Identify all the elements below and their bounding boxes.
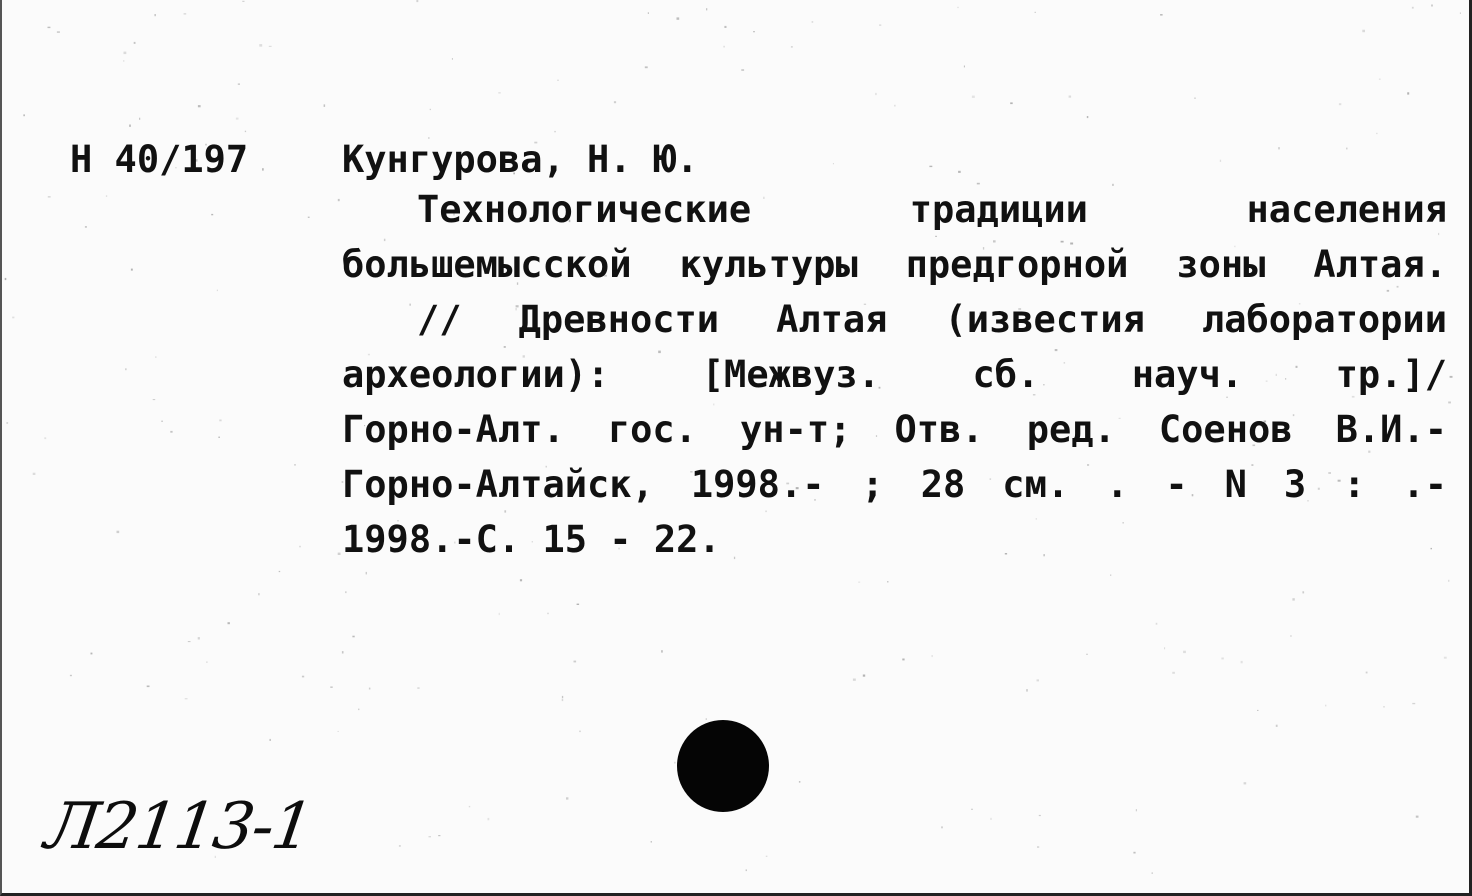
noise-speck xyxy=(338,553,341,555)
noise-speck xyxy=(1035,12,1037,13)
noise-speck xyxy=(1431,5,1432,7)
noise-speck xyxy=(155,356,156,358)
noise-speck xyxy=(147,686,150,688)
noise-speck xyxy=(258,593,260,595)
noise-speck xyxy=(902,659,904,661)
description-line-6: Горно-Алтайск, 1998.- ; 28 см. . - N 3 : .- xyxy=(342,463,1447,506)
noise-speck xyxy=(941,826,942,828)
noise-speck xyxy=(1220,160,1221,162)
noise-speck xyxy=(1279,147,1280,149)
noise-speck xyxy=(766,856,768,857)
noise-speck xyxy=(520,579,522,581)
noise-speck xyxy=(614,101,616,103)
noise-speck xyxy=(206,662,208,663)
noise-speck xyxy=(577,604,580,605)
noise-speck xyxy=(1010,102,1013,104)
noise-speck xyxy=(1221,658,1223,660)
noise-speck xyxy=(188,641,191,642)
noise-speck xyxy=(299,546,300,548)
noise-speck xyxy=(91,653,93,655)
noise-speck xyxy=(645,66,648,68)
noise-speck xyxy=(1110,575,1111,576)
noise-speck xyxy=(369,688,371,690)
noise-speck xyxy=(134,42,136,44)
noise-speck xyxy=(262,168,264,170)
punch-hole xyxy=(677,720,769,812)
noise-speck xyxy=(70,675,72,676)
noise-speck xyxy=(358,709,359,711)
noise-speck xyxy=(562,699,564,701)
noise-speck xyxy=(863,675,865,677)
noise-speck xyxy=(858,582,860,583)
noise-speck xyxy=(416,0,418,2)
noise-speck xyxy=(218,437,220,438)
noise-speck xyxy=(236,118,239,120)
noise-speck xyxy=(566,797,568,799)
noise-speck xyxy=(44,437,46,439)
noise-speck xyxy=(1346,148,1347,150)
noise-speck xyxy=(345,591,346,593)
noise-speck xyxy=(1276,725,1278,727)
noise-speck xyxy=(1172,672,1175,674)
noise-speck xyxy=(724,26,726,28)
noise-speck xyxy=(1244,782,1247,784)
noise-speck xyxy=(1407,92,1409,94)
noise-speck xyxy=(294,464,296,465)
noise-speck xyxy=(1087,116,1089,118)
noise-speck xyxy=(1069,96,1072,98)
noise-speck xyxy=(894,105,896,107)
noise-speck xyxy=(741,69,744,71)
noise-speck xyxy=(324,104,326,107)
noise-speck xyxy=(746,869,747,871)
noise-speck xyxy=(352,636,354,638)
noise-speck xyxy=(812,21,814,23)
noise-speck xyxy=(579,731,580,733)
noise-speck xyxy=(198,105,201,107)
noise-speck xyxy=(677,17,680,19)
noise-speck xyxy=(1133,852,1135,854)
noise-speck xyxy=(1383,706,1385,707)
noise-speck xyxy=(498,92,500,93)
noise-speck xyxy=(123,60,124,62)
noise-speck xyxy=(932,655,933,657)
noise-speck xyxy=(1366,672,1368,674)
noise-speck xyxy=(198,637,200,639)
noise-speck xyxy=(706,8,707,10)
noise-speck xyxy=(219,420,221,422)
noise-speck xyxy=(1026,689,1027,692)
author: Кунгурова, Н. Ю. xyxy=(342,138,699,181)
noise-speck xyxy=(875,93,876,95)
noise-speck xyxy=(971,809,972,810)
noise-speck xyxy=(161,421,163,422)
description-line-2: большемысской культуры предгорной зоны Алтая. xyxy=(342,243,1447,286)
noise-speck xyxy=(170,431,172,433)
noise-speck xyxy=(217,290,218,292)
noise-speck xyxy=(1290,635,1291,637)
noise-speck xyxy=(452,58,453,60)
noise-speck xyxy=(1448,580,1449,582)
noise-speck xyxy=(124,52,127,55)
noise-speck xyxy=(499,613,500,615)
noise-speck xyxy=(1086,654,1087,655)
noise-speck xyxy=(1156,623,1158,625)
noise-speck xyxy=(958,7,959,8)
noise-speck xyxy=(430,109,431,110)
noise-speck xyxy=(887,581,888,583)
noise-speck xyxy=(1460,13,1461,14)
noise-speck xyxy=(661,650,663,652)
noise-speck xyxy=(990,818,991,820)
noise-speck xyxy=(338,731,339,732)
noise-speck xyxy=(972,96,975,98)
noise-speck xyxy=(557,80,559,81)
noise-speck xyxy=(129,125,131,127)
noise-speck xyxy=(964,66,965,68)
noise-speck xyxy=(238,83,240,85)
noise-speck xyxy=(1160,14,1163,16)
noise-speck xyxy=(1257,710,1258,711)
noise-speck xyxy=(409,304,411,306)
noise-speck xyxy=(429,836,432,837)
noise-speck xyxy=(488,818,490,820)
noise-speck xyxy=(1183,651,1186,653)
noise-speck xyxy=(279,571,281,572)
noise-speck xyxy=(366,572,367,575)
noise-speck xyxy=(651,841,652,843)
noise-speck xyxy=(554,131,556,132)
noise-speck xyxy=(342,651,344,653)
noise-speck xyxy=(853,679,856,681)
noise-speck xyxy=(1302,591,1304,593)
handwritten-inventory-number: Л2113-1 xyxy=(40,790,316,864)
noise-speck xyxy=(723,46,725,48)
noise-speck xyxy=(139,118,140,120)
noise-speck xyxy=(338,199,340,201)
noise-speck xyxy=(85,226,87,228)
noise-speck xyxy=(1194,98,1196,99)
noise-speck xyxy=(259,44,262,47)
noise-speck xyxy=(57,31,60,33)
noise-speck xyxy=(33,473,36,475)
noise-speck xyxy=(5,278,7,280)
noise-speck xyxy=(1164,647,1165,649)
noise-speck xyxy=(469,806,470,807)
noise-speck xyxy=(1416,816,1419,818)
noise-speck xyxy=(438,835,440,836)
noise-speck xyxy=(23,114,25,116)
noise-speck xyxy=(184,13,187,14)
description-line-5: Горно-Алт. гос. ун-т; Отв. ред. Соенов В.И.- xyxy=(342,408,1447,451)
noise-speck xyxy=(1339,103,1341,105)
noise-speck xyxy=(308,217,310,218)
noise-speck xyxy=(674,762,675,764)
noise-speck xyxy=(12,317,14,319)
noise-speck xyxy=(117,531,120,533)
noise-speck xyxy=(131,269,133,271)
noise-speck xyxy=(1136,809,1137,811)
description-line-7: 1998.-С. 15 - 22. xyxy=(342,518,721,561)
noise-speck xyxy=(1379,79,1381,80)
noise-speck xyxy=(6,422,8,424)
noise-speck xyxy=(153,399,156,400)
noise-speck xyxy=(648,12,649,14)
noise-speck xyxy=(547,613,549,615)
noise-speck xyxy=(753,31,755,32)
noise-speck xyxy=(302,676,304,678)
noise-speck xyxy=(269,739,271,741)
noise-speck xyxy=(929,166,932,167)
noise-speck xyxy=(1037,846,1039,848)
noise-speck xyxy=(1376,133,1378,134)
noise-speck xyxy=(211,214,213,215)
noise-speck xyxy=(562,696,563,698)
noise-speck xyxy=(1412,7,1414,9)
noise-speck xyxy=(1450,376,1453,378)
description-line-3: // Древности Алтая (известия лаборатории xyxy=(417,298,1447,341)
noise-speck xyxy=(958,171,961,173)
noise-speck xyxy=(1152,872,1153,874)
noise-speck xyxy=(1292,598,1294,600)
noise-speck xyxy=(242,1,244,2)
noise-speck xyxy=(1325,705,1326,707)
call-number: Н 40/197 xyxy=(70,138,249,181)
noise-speck xyxy=(1362,30,1365,33)
noise-speck xyxy=(228,622,230,624)
noise-speck xyxy=(1241,661,1243,663)
noise-speck xyxy=(125,368,126,370)
noise-speck xyxy=(330,687,332,688)
noise-speck xyxy=(799,781,801,783)
noise-speck xyxy=(574,661,577,663)
noise-speck xyxy=(48,27,51,28)
noise-speck xyxy=(833,163,834,164)
noise-speck xyxy=(879,25,881,26)
noise-speck xyxy=(269,46,272,47)
noise-speck xyxy=(1412,703,1415,704)
noise-speck xyxy=(1448,402,1451,404)
noise-speck xyxy=(1037,679,1040,681)
noise-speck xyxy=(245,131,246,132)
noise-speck xyxy=(155,14,156,16)
noise-speck xyxy=(399,845,401,846)
noise-speck xyxy=(48,196,51,197)
noise-speck xyxy=(417,688,419,689)
noise-speck xyxy=(1039,815,1041,816)
description-line-1: Технологические традиции населения xyxy=(417,188,1447,231)
noise-speck xyxy=(185,698,188,699)
noise-speck xyxy=(1444,657,1447,659)
description-line-4: археологии): [Межвуз. сб. науч. тр.]/ xyxy=(342,353,1447,396)
noise-speck xyxy=(706,719,707,720)
noise-speck xyxy=(791,46,793,47)
noise-speck xyxy=(106,195,107,197)
